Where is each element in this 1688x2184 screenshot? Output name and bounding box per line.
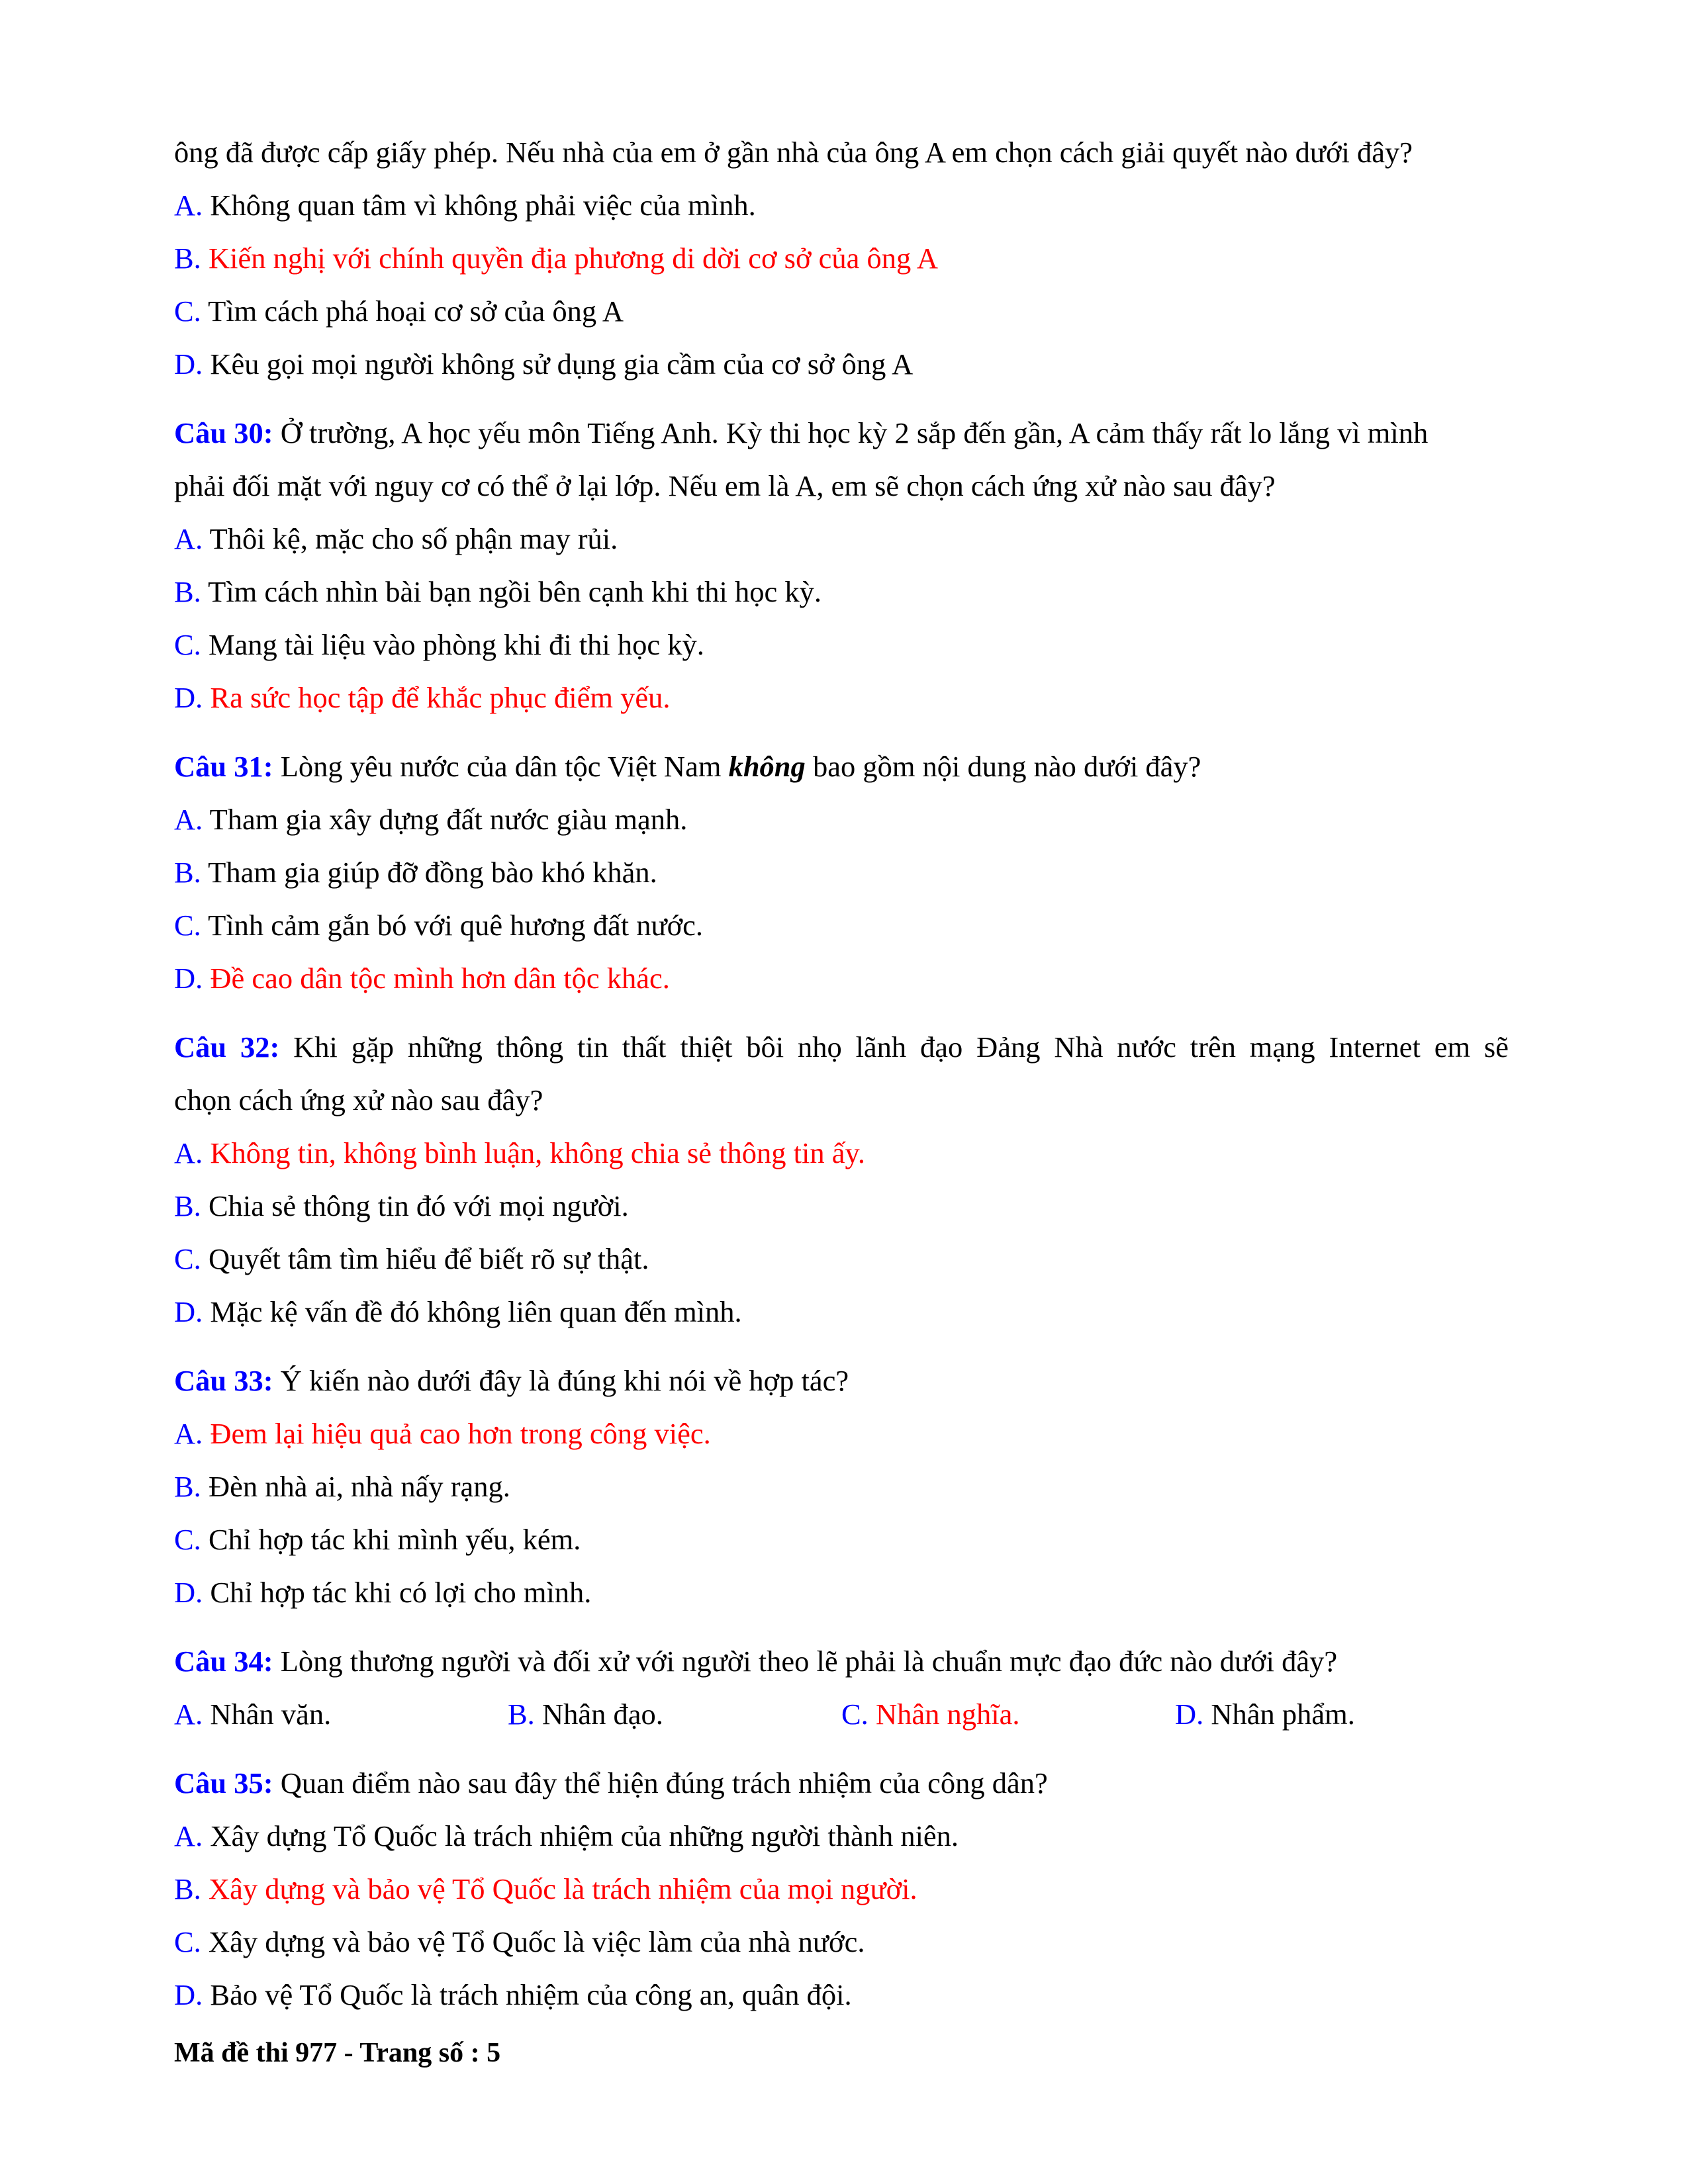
q31-label: Câu 31:: [174, 750, 273, 783]
q29-option-d: D. Kêu gọi mọi người không sử dụng gia cầm của cơ sở ông A: [174, 347, 914, 381]
q34-options-row: [174, 1688, 1509, 1741]
q34-option-a: A. Nhân văn.: [174, 1698, 332, 1731]
page-footer: Mã đề thi 977 - Trang số : 5: [174, 2038, 501, 2068]
q30-option-a: A. Thôi kệ, mặc cho số phận may rủi.: [174, 522, 618, 555]
q32-label: Câu 32:: [174, 1030, 280, 1064]
q35-stem: Câu 35: Quan điểm nào sau đây thể hiện đúng trách nhiệm của công dân?: [174, 1766, 1048, 1799]
q33-label: Câu 33:: [174, 1364, 273, 1397]
q32-option-c: C. Quyết tâm tìm hiểu để biết rõ sự thật.: [174, 1242, 649, 1275]
q31-option-a: A. Tham gia xây dựng đất nước giàu mạnh.: [174, 803, 688, 836]
q35-option-b: B. Xây dựng và bảo vệ Tổ Quốc là trách nhiệm của mọi người.: [174, 1872, 917, 1905]
q34-option-d: D. Nhân phẩm.: [1175, 1698, 1355, 1731]
q33-option-c: C. Chỉ hợp tác khi mình yếu, kém.: [174, 1523, 581, 1556]
q29-stem-tail: ông đã được cấp giấy phép. Nếu nhà của em ở gần nhà của ông A em chọn cách giải quyết nào dưới đây?: [174, 136, 1413, 169]
q34-option-c: C. Nhân nghĩa.: [841, 1698, 1020, 1731]
q35-option-a: A. Xây dựng Tổ Quốc là trách nhiệm của những người thành niên.: [174, 1819, 959, 1852]
q30-option-d: D. Ra sức học tập để khắc phục điểm yếu.: [174, 681, 671, 714]
q29-option-b: B. Kiến nghị với chính quyền địa phương di dời cơ sở của ông A: [174, 242, 939, 275]
q29-option-a: A. Không quan tâm vì không phải việc của mình.: [174, 189, 756, 222]
q29-option-c: C. Tìm cách phá hoại cơ sở của ông A: [174, 295, 624, 328]
q34-option-b: B. Nhân đạo.: [508, 1698, 663, 1731]
q32-option-b: B. Chia sẻ thông tin đó với mọi người.: [174, 1189, 629, 1222]
q35-option-c: C. Xây dựng và bảo vệ Tổ Quốc là việc làm của nhà nước.: [174, 1925, 865, 1958]
q33-stem: Câu 33: Ý kiến nào dưới đây là đúng khi nói về hợp tác?: [174, 1364, 849, 1397]
exam-page: [174, 126, 1509, 2079]
q31-option-b: B. Tham gia giúp đỡ đồng bào khó khăn.: [174, 856, 657, 889]
q30-stem-line1: Câu 30: Ở trường, A học yếu môn Tiếng Anh. Kỳ thi học kỳ 2 sắp đến gần, A cảm thấy rất lo lắng vì mình: [174, 416, 1429, 449]
q31-option-c: C. Tình cảm gắn bó với quê hương đất nước.: [174, 909, 703, 942]
q31-option-d: D. Đề cao dân tộc mình hơn dân tộc khác.: [174, 962, 670, 995]
q35-label: Câu 35:: [174, 1766, 273, 1799]
q35-option-d: D. Bảo vệ Tổ Quốc là trách nhiệm của công an, quân đội.: [174, 1978, 852, 2011]
q34-label: Câu 34:: [174, 1645, 273, 1678]
q33-option-b: B. Đèn nhà ai, nhà nấy rạng.: [174, 1470, 510, 1503]
q32-stem-line1: Câu 32: Khi gặp những thông tin thất thiệt bôi nhọ lãnh đạo Đảng Nhà nước trên mạng Internet em sẽ: [174, 1030, 1509, 1064]
q33-option-d: D. Chỉ hợp tác khi có lợi cho mình.: [174, 1576, 592, 1609]
q32-stem-line2: chọn cách ứng xử nào sau đây?: [174, 1083, 543, 1116]
q33-option-a: A. Đem lại hiệu quả cao hơn trong công việc.: [174, 1417, 711, 1450]
q30-stem-line2: phải đối mặt với nguy cơ có thể ở lại lớp. Nếu em là A, em sẽ chọn cách ứng xử nào sau đây?: [174, 469, 1276, 502]
q31-stem: Câu 31: Lòng yêu nước của dân tộc Việt Nam không bao gồm nội dung nào dưới đây?: [174, 750, 1201, 783]
q34-stem: Câu 34: Lòng thương người và đối xử với người theo lẽ phải là chuẩn mực đạo đức nào dưới đây?: [174, 1645, 1338, 1678]
q30-option-b: B. Tìm cách nhìn bài bạn ngồi bên cạnh khi thi học kỳ.: [174, 575, 821, 608]
q32-option-d: D. Mặc kệ vấn đề đó không liên quan đến mình.: [174, 1295, 742, 1328]
q30-option-c: C. Mang tài liệu vào phòng khi đi thi học kỳ.: [174, 628, 704, 661]
q32-option-a: A. Không tin, không bình luận, không chia sẻ thông tin ấy.: [174, 1136, 865, 1169]
q30-label: Câu 30:: [174, 416, 273, 449]
